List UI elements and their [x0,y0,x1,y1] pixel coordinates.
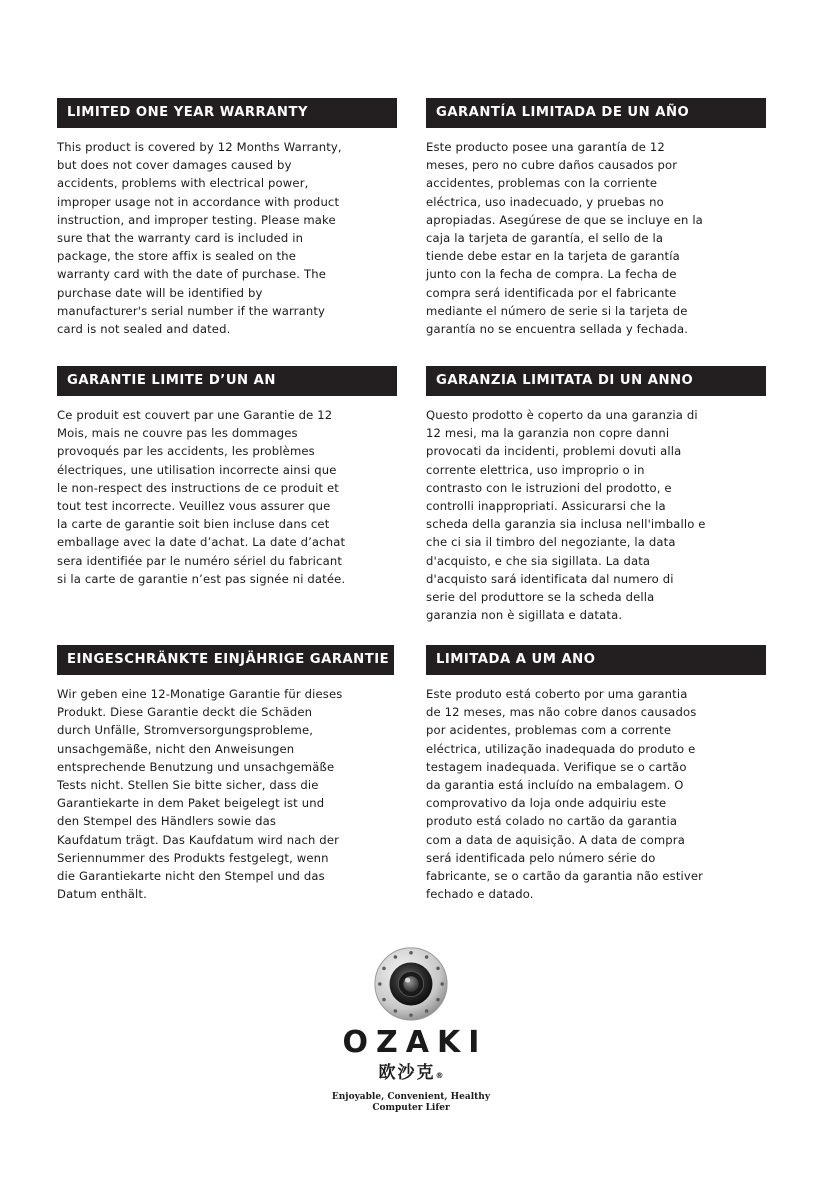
section-title: LIMITED ONE YEAR WARRANTY [57,98,397,128]
section-title: GARANTIE LIMITE D’UN AN [57,366,397,396]
warranty-section-spanish [426,98,766,338]
section-title: LIMITADA A UM ANO [426,645,766,675]
section-body: Este producto posee una garantía de 12 meses, pero no cubre daños causados por accidentes, problemas con la corriente eléctrica, uso inadecuado, y pruebas no apropiadas. Asegúrese de que se incluye en la caja la tarjeta de garantía, el sello de la tiende debe estar en la tarjeta de garantía junto con la fecha de compra. La fecha de compra será identificada por el fabricante mediante el número de serie si la tarjeta de garantía no se encuentra sellada y fechada. [426,140,703,337]
section-body: This product is covered by 12 Months Warranty, but does not cover damages caused by accidents, problems with electrical power, improper usage not in accordance with product instruction, and improper testing. Please make sure that the warranty card is included in package, the store affix is sealed on the warranty card with the date of purchase. The purchase date will be identified by manufacturer's serial number if the warranty card is not sealed and dated. [57,140,342,337]
section-body: Este produto está coberto por uma garantia de 12 meses, mas não cobre danos causados por acidentes, problemas com a corrente eléctrica, utilização inadequada do produto e testagem inadequada. Verifique se o cartão da garantia está incluído na embalagem. O comprovativo da loja onde adquiriu este produto está colado no cartão da garantia com a data de aquisição. A data de compra será identificada pelo número série do fabricante, se o cartão da garantia não estiver fechado e datado. [426,687,704,902]
section-body: Ce produit est couvert par une Garantie de 12 Mois, mais ne couvre pas les dommages provoqués par les accidents, les problèmes électriques, une utilisation incorrecte ainsi que le non-respect des instructions de ce produit et tout test incorrecte. Veuillez vous assurer que la carte de garantie soit bien incluse dans cet emballage avec la date d’achat. La date d’achat sera identifiée par le numéro sériel du fabricant si la carte de garantie n’est pas signée ni datée. [57,408,346,586]
registered-mark: ® [435,1071,444,1080]
brand-chinese-text: 欧沙克 [378,1063,436,1083]
section-title: GARANTÍA LIMITADA DE UN AÑO [426,98,766,128]
warranty-section-portuguese [426,645,766,903]
section-body: Questo prodotto è coperto da una garanzia di 12 mesi, ma la garanzia non copre danni provocati da incidenti, problemi dovuti alla corrente elettrica, uso improprio o in contrasto con le istruzioni del prodotto, e controlli inappropriati. Assicurarsi che la scheda della garanzia sia inclusa nell'imballo e che ci sia il timbro del negoziante, la data d'acquisto, e che sia sigillata. La data d'acquisto sará identificata dal numero di serie del produttore se la scheda della garanzia non è sigillata e datata. [426,408,706,623]
brand-name: OZAKI [342,1025,488,1060]
section-title: GARANZIA LIMITATA DI UN ANNO [426,366,766,396]
section-body: Wir geben eine 12-Monatige Garantie für dieses Produkt. Diese Garantie deckt die Schäden durch Unfälle, Stromversorgungsprobleme, unsachgemäße, nicht den Anweisungen entsprechende Benutzung und unsachgemäße Tests nicht. Stellen Sie bitte sicher, dass die Garantiekarte in dem Paket beigelegt ist und den Stempel des Händlers sowie das Kaufdatum trägt. Das Kaufdatum wird nach der Seriennummer des Produkts festgelegt, wenn die Garantiekarte nicht den Stempel und das Datum enthält. [57,687,343,902]
brand-chinese-name [311,1061,511,1088]
warranty-section-english [57,98,397,338]
warranty-section-german [57,645,397,903]
warranty-section-italian [426,366,766,624]
brand-tagline [311,1092,511,1114]
section-title: EINGESCHRÄNKTE EINJÄHRIGE GARANTIE [57,645,394,675]
camera-lens-clock-icon [372,945,450,1023]
tagline-line-2: Computer Lifer [372,1103,450,1113]
brand-logo [311,945,511,1114]
warranty-section-french [57,366,397,588]
tagline-line-1: Enjoyable, Convenient, Healthy [331,1092,491,1102]
